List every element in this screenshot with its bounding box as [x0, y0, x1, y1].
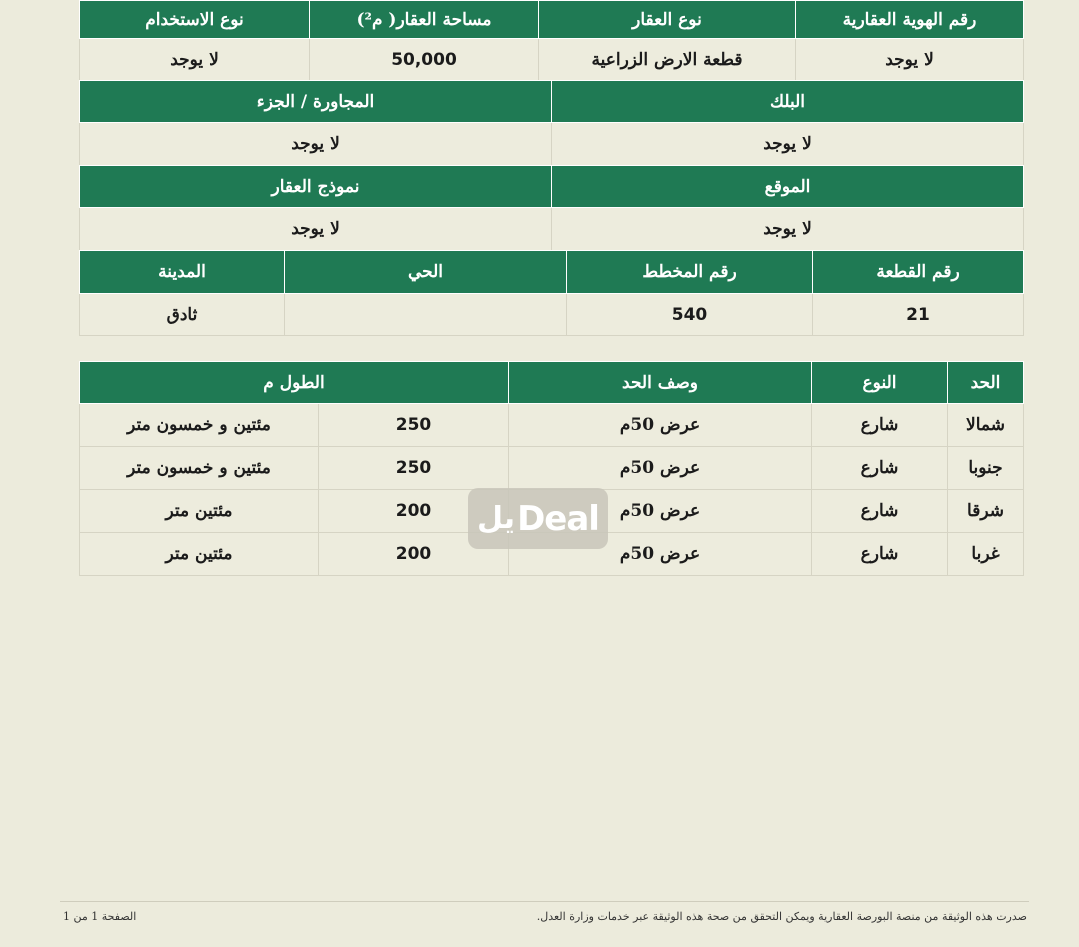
- boundary-type: شارع: [812, 490, 948, 533]
- boundary-description: عرض 50م: [509, 490, 812, 533]
- boundary-length-text: مئتين متر: [80, 490, 319, 533]
- value-location: لا يوجد: [552, 208, 1024, 251]
- value-property-area: 50,000: [310, 39, 539, 81]
- table-row: [80, 447, 1024, 490]
- boundary-type: شارع: [812, 533, 948, 576]
- boundary-side: غربا: [948, 533, 1024, 576]
- header-boundary-description: وصف الحد: [509, 362, 812, 404]
- value-city: ثادق: [80, 294, 285, 336]
- value-district: [285, 294, 567, 336]
- header-location: الموقع: [552, 166, 1024, 208]
- footer-note: صدرت هذه الوثيقة من منصة البورصة العقارية ويمكن التحقق من صحة هذه الوثيقة عبر خدمات وزارة العدل.: [536, 910, 1027, 923]
- boundary-type: شارع: [812, 404, 948, 447]
- value-neighborhood-part: لا يوجد: [80, 123, 552, 166]
- boundary-length-text: مئتين و خمسون متر: [80, 404, 319, 447]
- value-property-model: لا يوجد: [80, 208, 552, 251]
- header-property-area: مساحة العقار( م²): [310, 1, 539, 39]
- boundary-length: 250: [319, 404, 509, 447]
- header-scheme-number: رقم المخطط: [567, 251, 813, 294]
- header-boundary-type: النوع: [812, 362, 948, 404]
- value-property-type: قطعة الارض الزراعية: [539, 39, 796, 81]
- property-info-table: [79, 0, 1024, 81]
- boundary-side: شمالا: [948, 404, 1024, 447]
- value-scheme-number: 540: [567, 294, 813, 336]
- boundary-length: 250: [319, 447, 509, 490]
- footer-divider: [60, 901, 1029, 902]
- value-plot-number: 21: [813, 294, 1024, 336]
- value-usage-type: لا يوجد: [80, 39, 310, 81]
- table-row: [80, 404, 1024, 447]
- boundary-length: 200: [319, 533, 509, 576]
- boundary-side: جنوبا: [948, 447, 1024, 490]
- header-property-id: رقم الهوية العقارية: [796, 1, 1024, 39]
- boundary-length-text: مئتين متر: [80, 533, 319, 576]
- value-property-id: لا يوجد: [796, 39, 1024, 81]
- header-property-type: نوع العقار: [539, 1, 796, 39]
- deal-watermark-logo: يل Deal: [468, 488, 608, 549]
- header-plot-number: رقم القطعة: [813, 251, 1024, 294]
- boundary-description: عرض 50م: [509, 447, 812, 490]
- boundary-description: عرض 50م: [509, 404, 812, 447]
- boundary-length: 200: [319, 490, 509, 533]
- header-neighborhood-part: المجاورة / الجزء: [80, 81, 552, 123]
- boundary-type: شارع: [812, 447, 948, 490]
- header-district: الحي: [285, 251, 567, 294]
- boundary-description: عرض 50م: [509, 533, 812, 576]
- header-block: البلك: [552, 81, 1024, 123]
- header-usage-type: نوع الاستخدام: [80, 1, 310, 39]
- boundary-length-text: مئتين و خمسون متر: [80, 447, 319, 490]
- value-block: لا يوجد: [552, 123, 1024, 166]
- header-city: المدينة: [80, 251, 285, 294]
- header-property-model: نموذج العقار: [80, 166, 552, 208]
- boundary-side: شرقا: [948, 490, 1024, 533]
- header-boundary: الحد: [948, 362, 1024, 404]
- page-number: الصفحة 1 من 1: [63, 910, 137, 923]
- location-info-table: [79, 165, 1024, 251]
- plot-info-table: [79, 250, 1024, 336]
- block-info-table: [79, 80, 1024, 166]
- header-length: الطول م: [80, 362, 509, 404]
